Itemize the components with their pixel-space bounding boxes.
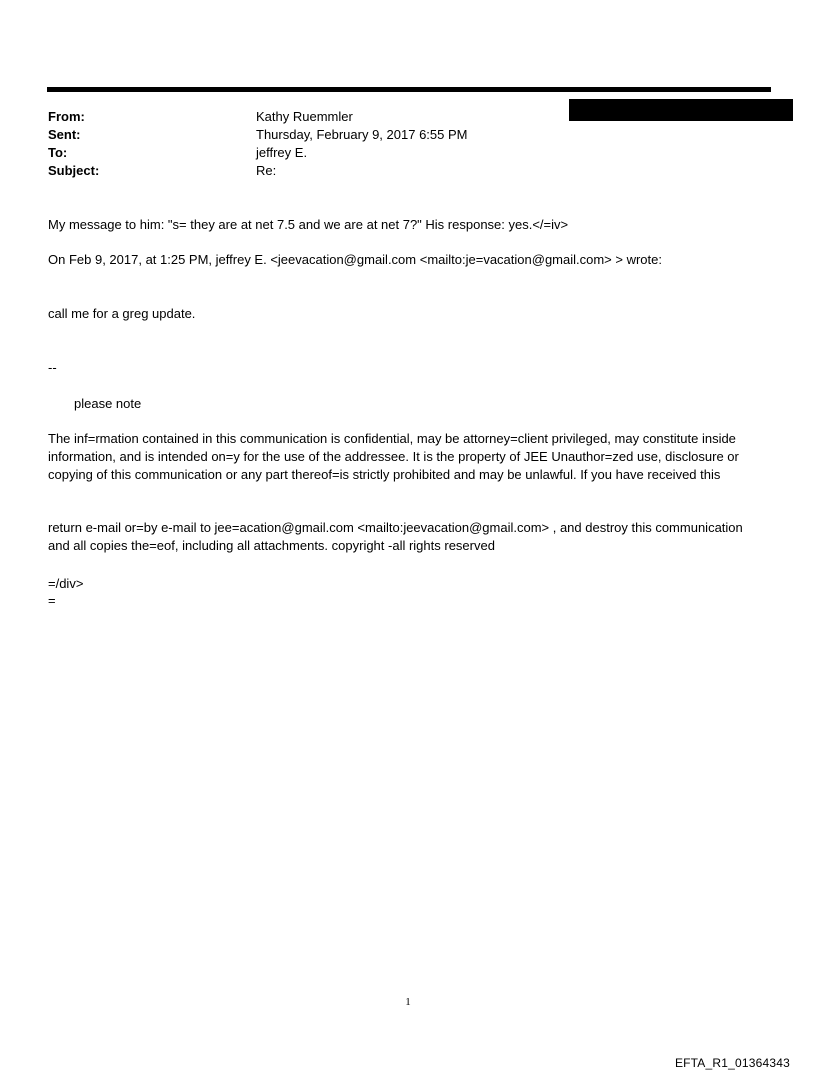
confidentiality-paragraph: The inf=rmation contained in this communication is confidential, may be attorney=client privileged, may constitute inside information, and is intended on=y for the use of the addressee. It is the property of JEE Unauthor=zed use, disclosure or copying of this communication or any part thereof=is strictly prohibited and may be unlawful. If you have received this [48, 431, 739, 482]
return-paragraph: return e-mail or=by e-mail to jee=acation@gmail.com <mailto:jeevacation@gmail.com> , and destroy this communication and all copies the=eof, including all attachments. copyright -all rights reserved [48, 520, 743, 553]
to-label: To: [48, 145, 68, 160]
sent-label: Sent: [48, 127, 81, 142]
to-value: jeffrey E. [256, 145, 308, 160]
from-value [256, 108, 353, 126]
body-line-3: call me for a greg update. [48, 306, 196, 321]
from-label: From: [48, 109, 85, 124]
body-line-1: My message to him: "s= they are at net 7.5 and we are at net 7?" His response: yes.</=iv> [48, 217, 569, 232]
header-rule [47, 87, 771, 92]
subject-value: Re: [256, 163, 277, 178]
body-line-4: -- [48, 360, 57, 375]
body-line-7: = [48, 593, 56, 608]
body-line-6: =/div> [48, 576, 84, 591]
sent-value: Thursday, February 9, 2017 6:55 PM [256, 127, 468, 142]
subject-label: Subject: [48, 163, 100, 178]
document-stamp: EFTA_R1_01364343 [674, 1056, 790, 1070]
body-line-2: On Feb 9, 2017, at 1:25 PM, jeffrey E. <jeevacation@gmail.com <mailto:je=vacation@gmail.com> > wrote: [48, 252, 662, 267]
page-number: 1 [405, 996, 411, 1008]
body-line-5: please note [74, 396, 142, 411]
from-name: Kathy Ruemmler [256, 109, 353, 124]
redaction-box [569, 99, 793, 121]
